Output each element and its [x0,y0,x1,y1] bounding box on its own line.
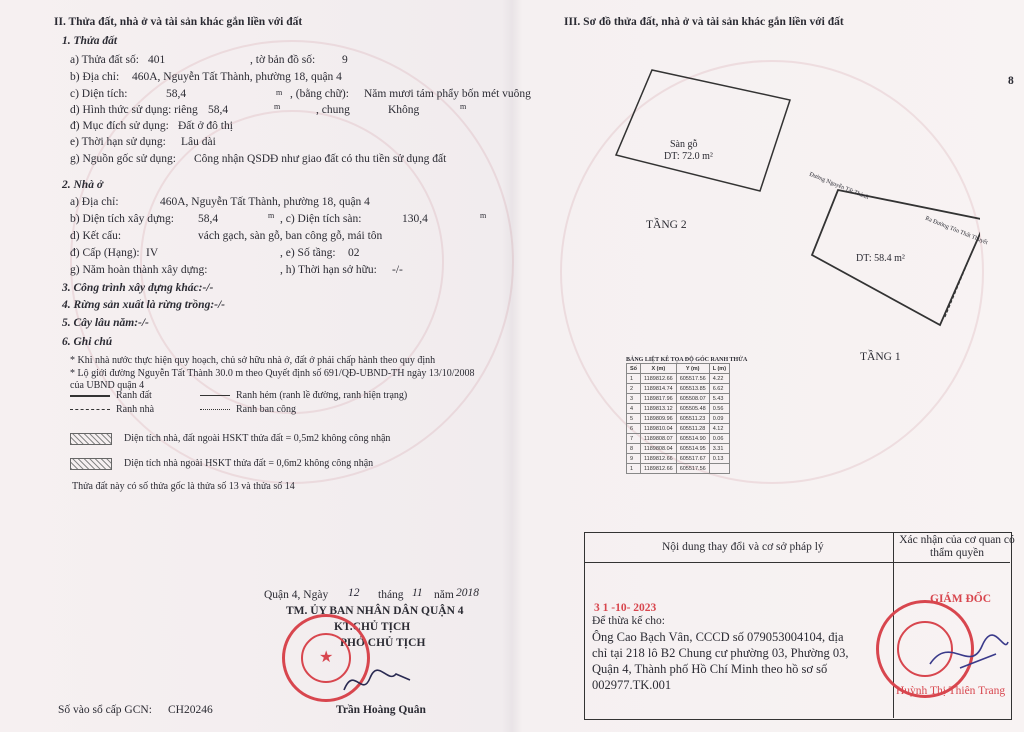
coord-cell: 1189808.04 [641,444,677,454]
coord-cell: 1189812.66 [641,454,677,464]
land-address-label: b) Địa chỉ: [70,71,120,83]
origin-label: g) Nguồn gốc sử dụng: [70,153,176,165]
gcn-no: CH20246 [168,704,213,716]
legend-line-land [70,395,110,397]
legend-house: Ranh nhà [116,404,155,415]
note-1: * Khi nhà nước thực hiện quy hoạch, chủ sở hữu nhà ở, đất ở phải chấp hành theo quy định [70,355,436,366]
coord-cell [709,464,729,474]
coord-cell: 605517.67 [676,454,709,464]
legend-balcony: Ranh ban công [236,404,296,415]
purpose: Đất ở đô thị [178,120,233,132]
map-no: 9 [342,54,348,66]
coord-table [626,363,730,474]
coord-cell: 1189817.96 [641,394,677,404]
coord-cell: 1 [627,374,641,384]
coord-cell: 8 [627,444,641,454]
director-name: Huỳnh Thị Thiên Trang [896,685,1006,697]
coord-cell: 605514.95 [676,444,709,454]
coord-row [627,454,730,464]
house-address: 460A, Nguyễn Tất Thành, phường 18, quận 4 [160,196,370,208]
coord-cell: 0.13 [709,454,729,464]
use-common-label: , chung [316,104,350,116]
gcn-label: Số vào sổ cấp GCN: [58,704,152,716]
legend-line-house [70,409,110,410]
area-unit: m [276,88,283,97]
parcel-no: 401 [148,54,166,66]
sign-name: Trần Hoàng Quân [336,704,426,716]
coord-cell: 1189812.66 [641,464,677,474]
director-title: GIÁM ĐỐC [930,593,992,605]
map-label: , tờ bản đồ số: [250,54,316,66]
build-area-label: b) Diện tích xây dựng: [70,213,174,225]
area-value: 58,4 [166,88,187,100]
structure-label: d) Kết cấu: [70,230,122,242]
sign-title: PHÓ CHỦ TỊCH [340,637,426,649]
coord-row [627,394,730,404]
floor-area: 130,4 [402,213,428,225]
coord-cell: 605508.07 [676,394,709,404]
coord-row [627,424,730,434]
coord-row [627,384,730,394]
date-prefix: Quận 4, Ngày [264,589,329,601]
stamp-date: 3 1 -10- 2023 [594,602,657,614]
legend-alley: Ranh hẻm (ranh lề đường, ranh hiện trạng) [236,390,408,401]
use-form-label: d) Hình thức sử dụng: riêng [70,104,198,116]
hatch-note-1: Diện tích nhà, đất ngoài HSKT thửa đất = 0,5m2 không công nhận [124,433,391,444]
floor-2-area: DT: 72.0 m² [664,151,713,162]
floor-area-label: , c) Diện tích sàn: [280,213,362,225]
coord-row [627,414,730,424]
changes-text-2: Ông Cao Bạch Vân, CCCD số 079053004104, địa [592,630,844,644]
street-label-2: Ra Đường Tôn Thất Thuyết [924,215,989,247]
coord-cell: 9 [627,454,641,464]
col-x: X (m) [641,364,677,374]
coord-cell: 605513.85 [676,384,709,394]
coord-cell: 1189814.74 [641,384,677,394]
star-icon: ★ [319,649,334,666]
origin-note: Thửa đất này có số thửa gốc là thửa số 13 và thửa số 14 [72,481,295,492]
floors-label: , e) Số tầng: [280,247,336,259]
house-heading: 2. Nhà ở [62,179,103,191]
house-address-label: a) Địa chỉ: [70,196,119,208]
coord-table-title: BẢNG LIỆT KÊ TỌA ĐỘ GÓC RANH THỬA [626,357,748,363]
ownership-term: -/- [392,264,403,276]
coord-cell: 605514.90 [676,434,709,444]
forest: 4. Rừng sản xuất là rừng trồng:-/- [62,299,225,311]
coord-cell: 6 [627,424,641,434]
legend-line-alley [200,395,230,396]
term-label: e) Thời hạn sử dụng: [70,136,166,148]
col-l: L (m) [709,364,729,374]
use-common: Không [388,104,420,116]
term: Lâu dài [181,136,216,148]
floor-area-unit: m [480,211,487,220]
col-y: Y (m) [676,364,709,374]
coord-cell: 7 [627,434,641,444]
floor-1-label: TẦNG 1 [860,351,901,363]
area-words-label: , (bằng chữ): [290,88,349,100]
other-works: 3. Công trình xây dựng khác:-/- [62,282,214,294]
grade-label: đ) Cấp (Hạng): [70,247,140,259]
coord-cell: 4.22 [709,374,729,384]
street-label-1: Đường Nguyễn Tất Thành [808,171,870,202]
date-month: 11 [412,587,423,599]
coord-row [627,434,730,444]
use-private: 58,4 [208,104,229,116]
year-label: g) Năm hoàn thành xây dựng: [70,264,208,276]
coord-table-header [627,364,730,374]
use-private-unit: m [274,102,281,111]
coord-cell: 5 [627,414,641,424]
changes-header-line [584,562,1010,563]
coord-cell: 1189813.12 [641,404,677,414]
grade: IV [146,247,159,259]
floor-2-text: Sàn gỗ [670,139,698,150]
section-ii-title: II. Thửa đất, nhà ở và tài sản khác gắn liền với đất [54,16,303,28]
hatch-note-2: Diện tích nhà ngoài HSKT thửa đất = 0,6m2 không công nhận [124,458,374,469]
coord-cell: 1189809.96 [641,414,677,424]
section-iii-title: III. Sơ đồ thửa đất, nhà ở và tài sản khác gắn liền với đất [564,16,844,28]
changes-header: Nội dung thay đổi và cơ sở pháp lý [662,541,824,553]
hatch-swatch-1 [70,433,112,445]
area-words: Năm mươi tám phẩy bốn mét vuông [364,88,531,100]
origin: Công nhận QSDĐ như giao đất có thu tiền sử dụng đất [194,153,447,165]
sign-org: TM. ỦY BAN NHÂN DÂN QUẬN 4 [286,605,464,617]
use-common-unit: m [460,102,467,111]
coord-cell: 605511.28 [676,424,709,434]
floor-2-label: TẦNG 2 [646,219,687,231]
parcel-diagram [600,55,980,345]
coord-cell: 3 [627,394,641,404]
page-number: 8 [1008,75,1014,87]
sign-kt: KT.CHỦ TỊCH [334,621,411,633]
floor-2-outline [616,70,790,191]
build-area: 58,4 [198,213,219,225]
signature-vice-chair [336,660,416,700]
coord-row [627,444,730,454]
coord-cell: 0.09 [709,414,729,424]
changes-text-3: chỉ tại 218 lô B2 Chung cư phường 03, Phường 03, [592,646,849,660]
changes-text-1: Để thừa kế cho: [592,615,665,627]
parcel-label: a) Thửa đất số: [70,54,139,66]
legend-land: Ranh đất [116,390,152,401]
coord-cell: 1189810.04 [641,424,677,434]
coord-cell: 4 [627,404,641,414]
coord-cell: 0.56 [709,404,729,414]
coord-cell: 605517.56 [676,464,709,474]
date-day: 12 [348,587,360,599]
legend-line-balcony [200,409,230,410]
trees: 5. Cây lâu năm:-/- [62,317,149,329]
coord-row [627,404,730,414]
coord-cell: 3.31 [709,444,729,454]
coord-cell: 2 [627,384,641,394]
coord-cell: 6.62 [709,384,729,394]
area-label: c) Diện tích: [70,88,128,100]
note-3: của UBND quận 4 [70,380,145,391]
structure: vách gạch, sàn gỗ, ban công gỗ, mái tôn [198,230,383,242]
land-heading: 1. Thửa đất [62,35,118,47]
land-address: 460A, Nguyễn Tất Thành, phường 18, quận 4 [132,71,342,83]
coord-cell: 605511.23 [676,414,709,424]
coord-cell: 605517.56 [676,374,709,384]
purpose-label: đ) Mục đích sử dụng: [70,120,169,132]
date-month-label: tháng [378,589,404,601]
notes-heading: 6. Ghi chú [62,336,113,348]
col-no: Số [627,364,641,374]
changes-text-4: Quận 4, Thành phố Hồ Chí Minh theo hồ sơ số [592,662,828,676]
signature-director [920,624,1012,680]
coord-cell: 1189812.66 [641,374,677,384]
coord-cell: 0.06 [709,434,729,444]
coord-cell: 4.12 [709,424,729,434]
hatch-swatch-2 [70,458,112,470]
coord-row [627,374,730,384]
coord-cell: 1189808.07 [641,434,677,444]
date-year: 2018 [456,587,479,599]
date-year-label: năm [434,589,454,601]
floor-1-area: DT: 58.4 m² [856,253,905,264]
coord-cell: 605505.48 [676,404,709,414]
build-area-unit: m [268,211,275,220]
coord-row [627,464,730,474]
ownership-term-label: , h) Thời hạn sở hữu: [280,264,377,276]
coord-cell: 5.43 [709,394,729,404]
coord-cell: 1 [627,464,641,474]
changes-text-5: 002977.TK.001 [592,678,672,692]
confirm-header: Xác nhận của cơ quan có thẩm quyền [899,534,1015,559]
floors: 02 [348,247,360,259]
note-2: * Lộ giới đường Nguyễn Tất Thành 30.0 m theo Quyết định số 691/QĐ-UBND-TH ngày 13/10/2008 [70,368,475,379]
